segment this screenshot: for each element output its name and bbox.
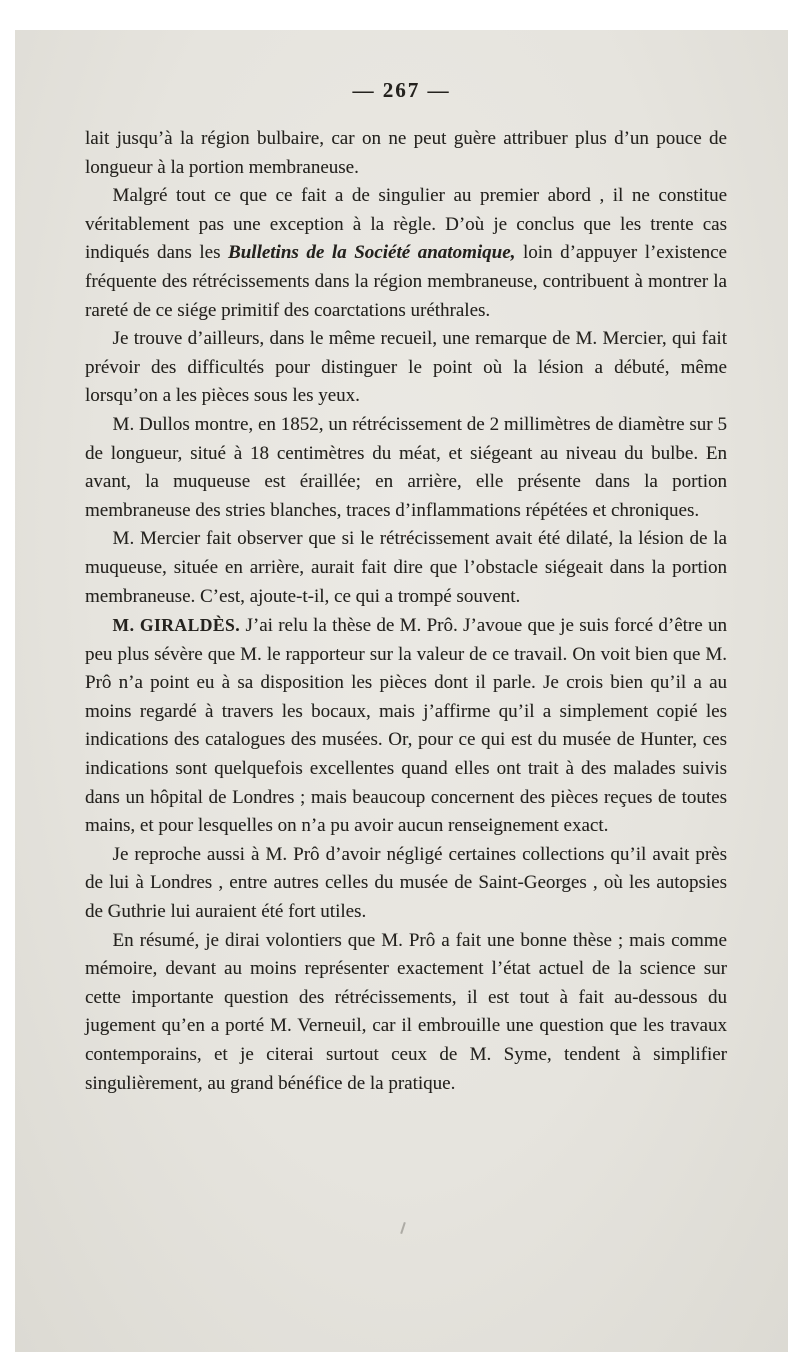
paragraph <box>85 841 727 927</box>
page-number: — 267 — <box>352 78 451 102</box>
scan-artifact <box>400 1222 406 1234</box>
text-run: M. Mercier fait observer que si le rétrécissement avait été dilaté, la lésion de la muqueuse, située en arrière, aurait fait dire que l’obstacle siégeait dans la portion membraneuse. C’est, ajoute-t-il, ce qui a trompé souvent. <box>85 528 727 607</box>
paragraph <box>85 525 727 611</box>
paragraph <box>85 325 727 411</box>
text-run: loin d’appuyer l’existence fréquente des rétrécissements dans la région membraneuse, contribuent à montrer la rareté de ce siége primitif des coarctations uréthrales. <box>85 242 727 321</box>
page-text <box>85 125 727 1098</box>
text-run: J’ai relu la thèse de M. Prô. J’avoue que je suis forcé d’être un peu plus sévère que M. le rapporteur sur la valeur de ce travail. On voit bien que M. Prô n’a point eu à sa disposition les pièces dont il parle. Je crois bien qu’il a au moins regardé à travers les bocaux, mais j’affirme qu’il a simplement copié les indications des catalogues des musées. Or, pour ce qui est du musée de Hunter, ces indications sont quelquefois excellentes quand elles ont trait à des malades suivis dans un hôpital de Londres ; mais beaucoup concernent des pièces reçues de toutes mains, et pour lesquelles on n’a pu avoir aucun renseignement exact. <box>85 615 727 837</box>
paragraph <box>85 182 727 325</box>
text-run: En résumé, je dirai volontiers que M. Prô a fait une bonne thèse ; mais comme mémoire, devant au moins représenter exactement l’état actuel de la science sur cette importante question des rétrécissements, il est tout à fait au-dessous du jugement qu’en a porté M. Verneuil, car il embrouille une question que les travaux contemporains, et je citerai surtout ceux de M. Syme, tendent à simplifier singulièrement, au grand bénéfice de la pratique. <box>85 929 727 1094</box>
paragraph <box>85 125 727 182</box>
text-run: Je reproche aussi à M. Prô d’avoir négligé certaines collections qu’il avait près de lui à Londres , entre autres celles du musée de Saint-Georges , où les autopsies de Guthrie lui auraient été fort utiles. <box>85 843 727 923</box>
text-run-emph: Bulletins de la Société anatomique, <box>228 242 516 264</box>
paragraph <box>85 411 727 525</box>
paragraph <box>85 611 727 841</box>
text-run: lait jusqu’à la région bulbaire, car on ne peut guère attribuer plus d’un pouce de longueur à la portion membraneuse. <box>85 128 727 178</box>
paragraph <box>85 927 727 1099</box>
text-run: M. Dullos montre, en 1852, un rétrécissement de 2 millimètres de diamètre sur 5 de longueur, situé à 18 centimètres du méat, et siégeant au niveau du bulbe. En avant, la muqueuse est éraillée; en arrière, elle présente dans la portion membraneuse des stries blanches, traces d’inflammations répétées et chroniques. <box>85 413 727 521</box>
text-run-speaker: M. GIRALDÈS. <box>112 615 241 636</box>
text-run: Malgré tout ce que ce fait a de singulier au premier abord , il ne constitue véritablement pas une exception à la règle. D’où je conclus que les trente cas indiqués dans les <box>85 185 727 264</box>
scanned-page <box>15 30 788 1352</box>
text-run: Je trouve d’ailleurs, dans le même recueil, une remarque de M. Mercier, qui fait prévoir des difficultés pour distinguer le point où la lésion a débuté, même lorsqu’on a les pièces sous les yeux. <box>85 328 727 407</box>
